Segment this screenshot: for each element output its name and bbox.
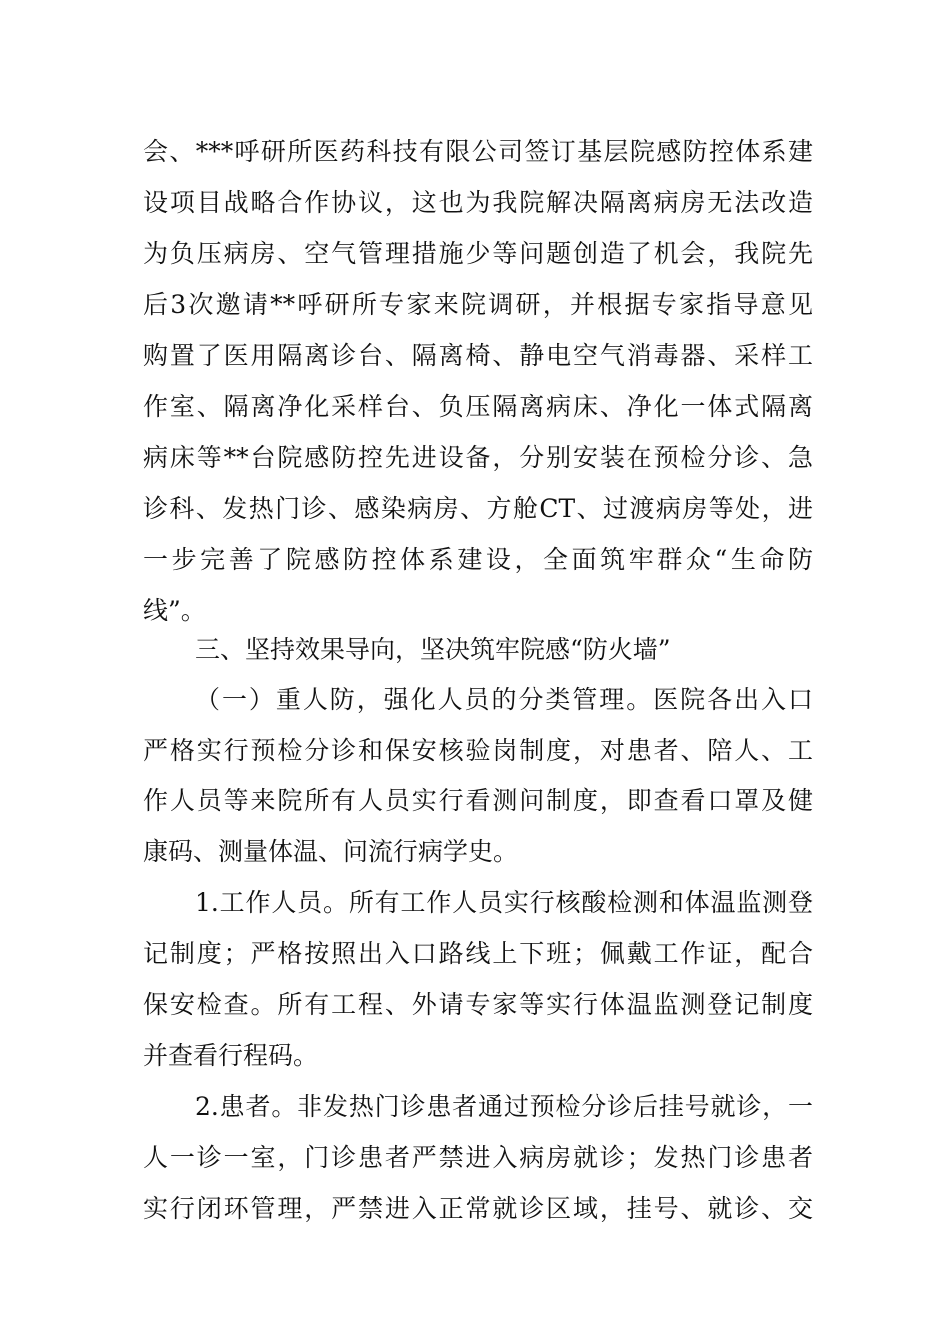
paragraph-1-line-1: 会、***呼研所医药科技有限公司签订基层院感防控体系建 bbox=[143, 137, 813, 166]
paragraph-1-line-8: 诊科、发热门诊、感染病房、方舱CT、过渡病房等处，进 bbox=[143, 494, 813, 523]
paragraph-1-line-10: 线”。 bbox=[143, 596, 206, 625]
paragraph-1-line-4: 后3次邀请**呼研所专家来院调研，并根据专家指导意见 bbox=[143, 290, 813, 319]
paragraph-2-line-1: （一）重人防，强化人员的分类管理。医院各出入口 bbox=[195, 685, 813, 714]
paragraph-1-line-6: 作室、隔离净化采样台、负压隔离病床、净化一体式隔离 bbox=[143, 392, 813, 421]
paragraph-3-line-3: 保安检查。所有工程、外请专家等实行体温监测登记制度 bbox=[143, 990, 813, 1019]
paragraph-1-line-5: 购置了医用隔离诊台、隔离椅、静电空气消毒器、采样工 bbox=[143, 341, 813, 370]
paragraph-1-line-2: 设项目战略合作协议，这也为我院解决隔离病房无法改造 bbox=[143, 188, 813, 217]
paragraph-3-line-4: 并查看行程码。 bbox=[143, 1041, 319, 1070]
paragraph-3-line-2: 记制度；严格按照出入口路线上下班；佩戴工作证，配合 bbox=[143, 939, 813, 968]
paragraph-2-line-4: 康码、测量体温、问流行病学史。 bbox=[143, 837, 519, 866]
paragraph-3-line-1: 1.工作人员。所有工作人员实行核酸检测和体温监测登 bbox=[195, 888, 813, 917]
paragraph-1-line-9: 一步完善了院感防控体系建设，全面筑牢群众“生命防 bbox=[143, 545, 813, 574]
paragraph-4-line-3: 实行闭环管理，严禁进入正常就诊区域，挂号、就诊、交 bbox=[143, 1194, 813, 1223]
paragraph-1-line-3: 为负压病房、空气管理措施少等问题创造了机会，我院先 bbox=[143, 239, 813, 268]
paragraph-4-line-2: 人一诊一室，门诊患者严禁进入病房就诊；发热门诊患者 bbox=[143, 1143, 813, 1172]
paragraph-2-line-3: 作人员等来院所有人员实行看测问制度，即查看口罩及健 bbox=[143, 786, 813, 815]
section-heading: 三、坚持效果导向，坚决筑牢院感“防火墙” bbox=[195, 635, 671, 664]
paragraph-2-line-2: 严格实行预检分诊和保安核验岗制度，对患者、陪人、工 bbox=[143, 736, 813, 765]
paragraph-4-line-1: 2.患者。非发热门诊患者通过预检分诊后挂号就诊，一 bbox=[195, 1092, 813, 1121]
paragraph-1-line-7: 病床等**台院感防控先进设备，分别安装在预检分诊、急 bbox=[143, 443, 813, 472]
